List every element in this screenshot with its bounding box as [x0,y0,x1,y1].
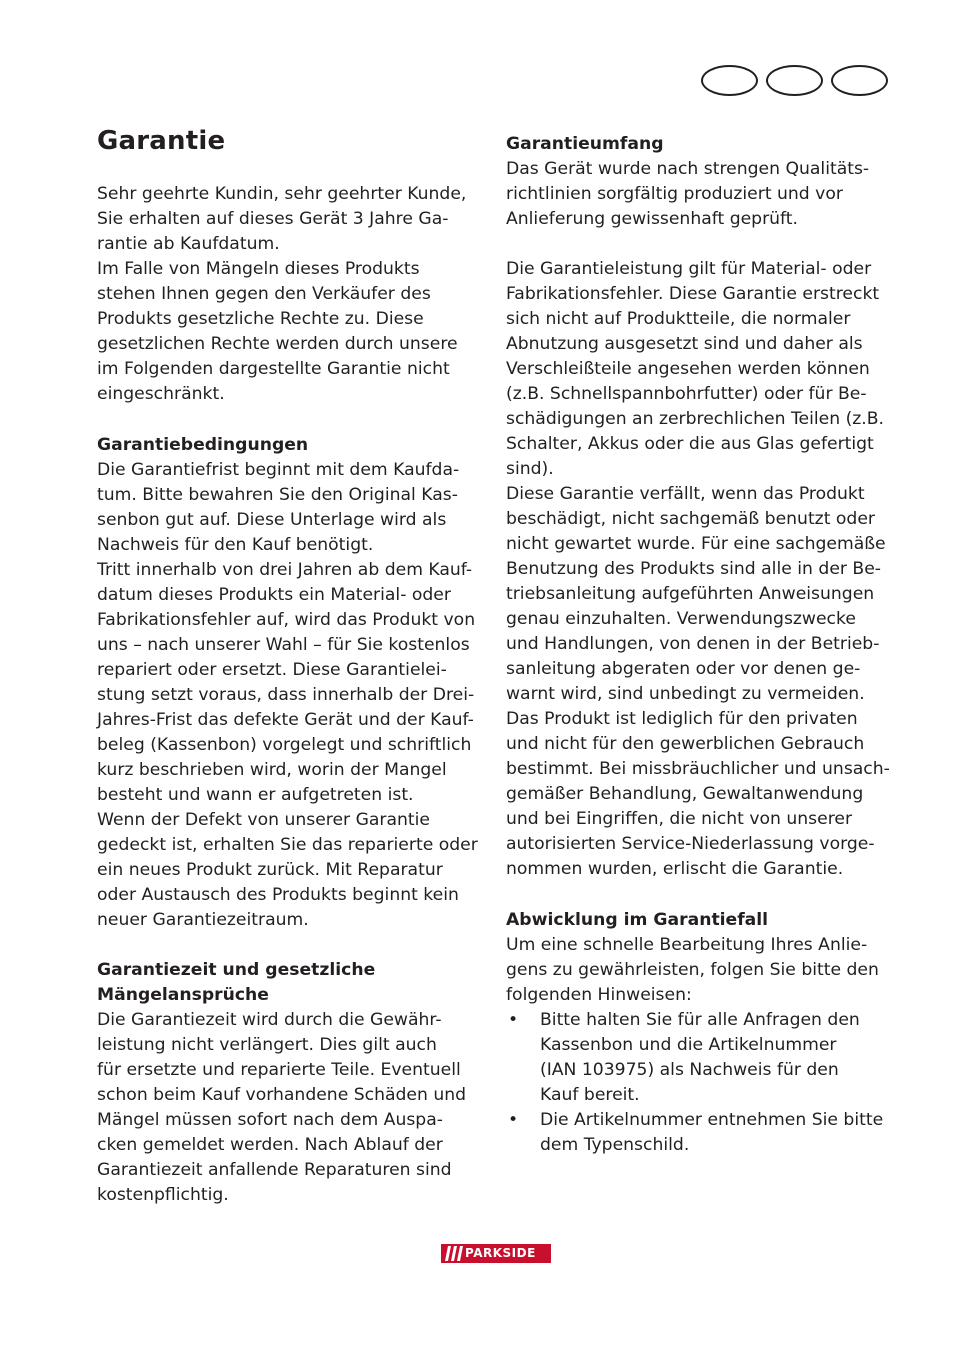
text-line: und Handlungen, von denen in der Betrieb- [506,634,880,654]
text-line: genau einzuhalten. Verwendungszwecke [506,609,856,629]
text-line: Abnutzung ausgesetzt sind und daher als [506,334,863,354]
text-line: autorisierten Service-Niederlassung vorge- [506,834,875,854]
text-line: Kauf bereit. [540,1085,640,1105]
text-line: Die Garantieleistung gilt für Material- oder [506,259,872,279]
text-line: bestimmt. Bei missbräuchlicher und unsach- [506,759,890,779]
text-line: Das Produkt ist lediglich für den privaten [506,709,858,729]
text-line: gens zu gewährleisten, folgen Sie bitte den [506,960,879,980]
heading-line: Garantiezeit und gesetzliche [97,960,376,980]
text-line: besteht und wann er aufgetreten ist. [97,785,414,805]
period-paragraph [97,1008,466,1208]
text-line: dem Typenschild. [540,1135,690,1155]
text-line: uns – nach unserer Wahl – für Sie kostenlos [97,635,470,655]
text-line: Garantiezeit anfallende Reparaturen sind [97,1160,452,1180]
language-oval-2 [766,65,823,96]
text-line: (z.B. Schnellspannbohrfutter) oder für Be- [506,384,867,404]
text-line: Kassenbon und die Artikelnummer [540,1035,837,1055]
conditions-heading: Garantiebedingungen [97,435,309,455]
text-line: und bei Eingriffen, die nicht von unserer [506,809,853,829]
text-line: ein neues Produkt zurück. Mit Reparatur [97,860,443,880]
text-line: rantie ab Kaufdatum. [97,234,280,254]
logo-stripes-icon [445,1246,463,1261]
text-line: Bitte halten Sie für alle Anfragen den [540,1010,860,1030]
text-line: Mängel müssen sofort nach dem Auspa- [97,1110,443,1130]
claim-heading: Abwicklung im Garantiefall [506,910,769,930]
text-line: oder Austausch des Produkts beginnt kein [97,885,459,905]
scope-paragraph-2 [506,257,890,882]
text-line: Verschleißteile angesehen werden können [506,359,870,379]
bullet-icon: • [508,1010,519,1030]
text-line: (IAN 103975) als Nachweis für den [540,1060,839,1080]
language-indicator [701,65,891,99]
text-line: cken gemeldet werden. Nach Ablauf der [97,1135,443,1155]
text-line: Anlieferung gewissenhaft geprüft. [506,209,799,229]
text-line: eingeschränkt. [97,384,225,404]
text-line: gemäßer Behandlung, Gewaltanwendung [506,784,864,804]
text-line: Jahres-Frist das defekte Gerät und der Kauf- [97,710,474,730]
text-line: und nicht für den gewerblichen Gebrauch [506,734,865,754]
text-line: warnt wird, sind unbedingt zu vermeiden. [506,684,865,704]
text-line: für ersetzte und reparierte Teile. Eventuell [97,1060,461,1080]
conditions-paragraph [97,458,478,933]
text-line: Die Garantiezeit wird durch die Gewähr- [97,1010,442,1030]
text-line: Fabrikationsfehler auf, wird das Produkt von [97,610,476,630]
language-oval-3 [831,65,888,96]
text-line: Die Artikelnummer entnehmen Sie bitte [540,1110,884,1130]
text-line: im Folgenden dargestellte Garantie nicht [97,359,450,379]
text-line: Tritt innerhalb von drei Jahren ab dem Kauf- [97,560,473,580]
text-line: neuer Garantiezeitraum. [97,910,309,930]
text-line: Im Falle von Mängeln dieses Produkts [97,259,420,279]
page-title: Garantie [97,126,226,156]
text-line: nommen wurden, erlischt die Garantie. [506,859,844,879]
text-line: Fabrikationsfehler. Diese Garantie erstreckt [506,284,880,304]
text-line: Das Gerät wurde nach strengen Qualitäts- [506,159,870,179]
text-line: sind). [506,459,554,479]
text-line: gedeckt ist, erhalten Sie das reparierte oder [97,835,478,855]
text-line: senbon gut auf. Diese Unterlage wird als [97,510,447,530]
text-line: sich nicht auf Produktteile, die normaler [506,309,851,329]
language-oval-1 [701,65,758,96]
claim-paragraph [506,933,879,1008]
text-line: kurz beschrieben wird, worin der Mangel [97,760,447,780]
text-line: Sie erhalten auf dieses Gerät 3 Jahre Ga- [97,209,449,229]
text-line: Diese Garantie verfällt, wenn das Produkt [506,484,865,504]
text-line: kostenpflichtig. [97,1185,229,1205]
text-line: gesetzlichen Rechte werden durch unsere [97,334,458,354]
text-line: repariert oder ersetzt. Diese Garantielei- [97,660,447,680]
heading-line: Mängelansprüche [97,985,269,1005]
text-line: tum. Bitte bewahren Sie den Original Kas- [97,485,458,505]
text-line: beschädigt, nicht sachgemäß benutzt oder [506,509,875,529]
bullet-icon: • [508,1110,519,1130]
text-line: beleg (Kassenbon) vorgelegt und schriftlich [97,735,472,755]
period-heading [97,958,375,1008]
text-line: Sehr geehrte Kundin, sehr geehrter Kunde, [97,184,467,204]
logo-text: PARKSIDE [465,1246,536,1260]
text-line: Schalter, Akkus oder die aus Glas gefertigt [506,434,874,454]
text-line: schädigungen an zerbrechlichen Teilen (z.B. [506,409,885,429]
text-line: richtlinien sorgfältig produziert und vor [506,184,843,204]
text-line: nicht gewartet wurde. Für eine sachgemäße [506,534,886,554]
parkside-logo [441,1244,551,1263]
text-line: schon beim Kauf vorhandene Schäden und [97,1085,467,1105]
scope-paragraph-1 [506,157,869,232]
text-line: stung setzt voraus, dass innerhalb der Drei- [97,685,475,705]
text-line: folgenden Hinweisen: [506,985,692,1005]
text-line: triebsanleitung aufgeführten Anweisungen [506,584,875,604]
scope-heading: Garantieumfang [506,134,664,154]
text-line: stehen Ihnen gegen den Verkäufer des [97,284,431,304]
text-line: sanleitung abgeraten oder vor denen ge- [506,659,861,679]
text-line: Um eine schnelle Bearbeitung Ihres Anlie- [506,935,868,955]
text-line: leistung nicht verlängert. Dies gilt auch [97,1035,437,1055]
text-line: Produkts gesetzliche Rechte zu. Diese [97,309,424,329]
list-item-text [540,1008,860,1108]
text-line: datum dieses Produkts ein Material- oder [97,585,451,605]
text-line: Wenn der Defekt von unserer Garantie [97,810,430,830]
text-line: Nachweis für den Kauf benötigt. [97,535,374,555]
intro-paragraph [97,182,466,407]
text-line: Die Garantiefrist beginnt mit dem Kaufda- [97,460,460,480]
text-line: Benutzung des Produkts sind alle in der Be- [506,559,881,579]
list-item-text [540,1108,883,1158]
